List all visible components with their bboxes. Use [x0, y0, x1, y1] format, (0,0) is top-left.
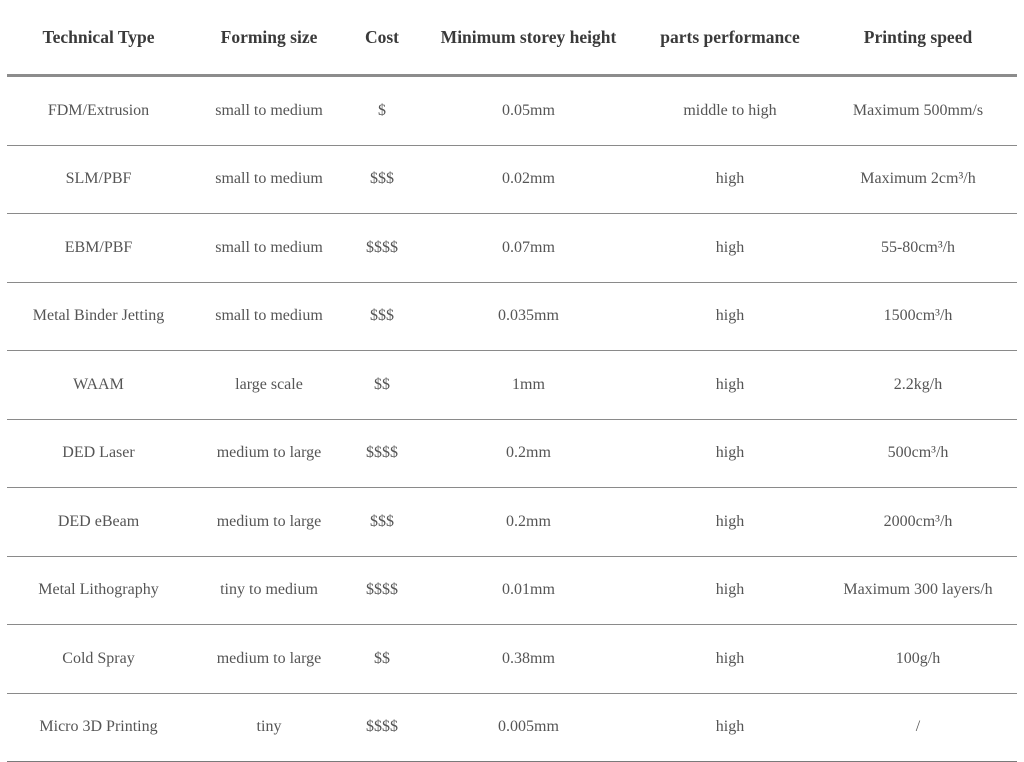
table-row — [7, 556, 1017, 625]
cell-forming-size: medium to large — [190, 419, 348, 488]
cell-printing-speed: 2.2kg/h — [819, 351, 1017, 420]
cell-forming-size: medium to large — [190, 488, 348, 557]
cell-minimum-storey-height: 0.005mm — [416, 693, 641, 762]
cell-cost: $$$$ — [348, 693, 416, 762]
header-forming-size: Forming size — [190, 0, 348, 76]
cell-minimum-storey-height: 0.2mm — [416, 419, 641, 488]
cell-minimum-storey-height: 0.2mm — [416, 488, 641, 557]
cell-forming-size: medium to large — [190, 625, 348, 694]
cell-technical-type: Metal Binder Jetting — [7, 282, 190, 351]
cell-parts-performance: high — [641, 625, 819, 694]
table-row — [7, 214, 1017, 283]
cell-technical-type: Metal Lithography — [7, 556, 190, 625]
cell-minimum-storey-height: 0.07mm — [416, 214, 641, 283]
table-row — [7, 488, 1017, 557]
cell-technical-type: FDM/Extrusion — [7, 76, 190, 146]
cell-cost: $ — [348, 76, 416, 146]
cell-forming-size: small to medium — [190, 76, 348, 146]
cell-technical-type: Cold Spray — [7, 625, 190, 694]
table-row — [7, 76, 1017, 146]
cell-forming-size: small to medium — [190, 214, 348, 283]
cell-forming-size: tiny — [190, 693, 348, 762]
comparison-table-container — [7, 0, 1017, 762]
cell-technical-type: Micro 3D Printing — [7, 693, 190, 762]
cell-cost: $$$$ — [348, 556, 416, 625]
cell-minimum-storey-height: 0.38mm — [416, 625, 641, 694]
table-header-row — [7, 0, 1017, 76]
cell-technical-type: DED eBeam — [7, 488, 190, 557]
table-row — [7, 419, 1017, 488]
cell-printing-speed: 500cm³/h — [819, 419, 1017, 488]
cell-printing-speed: Maximum 500mm/s — [819, 76, 1017, 146]
cell-parts-performance: middle to high — [641, 76, 819, 146]
cell-printing-speed: / — [819, 693, 1017, 762]
cell-parts-performance: high — [641, 145, 819, 214]
cell-technical-type: EBM/PBF — [7, 214, 190, 283]
cell-forming-size: large scale — [190, 351, 348, 420]
cell-printing-speed: Maximum 2cm³/h — [819, 145, 1017, 214]
cell-minimum-storey-height: 0.035mm — [416, 282, 641, 351]
header-parts-performance: parts performance — [641, 0, 819, 76]
table-row — [7, 693, 1017, 762]
cell-minimum-storey-height: 0.02mm — [416, 145, 641, 214]
cell-parts-performance: high — [641, 282, 819, 351]
table-row — [7, 351, 1017, 420]
cell-parts-performance: high — [641, 488, 819, 557]
header-minimum-storey-height: Minimum storey height — [416, 0, 641, 76]
table-row — [7, 625, 1017, 694]
cell-parts-performance: high — [641, 419, 819, 488]
cell-technical-type: WAAM — [7, 351, 190, 420]
cell-forming-size: small to medium — [190, 282, 348, 351]
cell-forming-size: tiny to medium — [190, 556, 348, 625]
cell-cost: $$$$ — [348, 214, 416, 283]
table-row — [7, 282, 1017, 351]
cell-cost: $$$ — [348, 282, 416, 351]
cell-parts-performance: high — [641, 556, 819, 625]
cell-technical-type: SLM/PBF — [7, 145, 190, 214]
table-body — [7, 76, 1017, 762]
cell-parts-performance: high — [641, 214, 819, 283]
cell-printing-speed: 1500cm³/h — [819, 282, 1017, 351]
cell-printing-speed: 100g/h — [819, 625, 1017, 694]
cell-parts-performance: high — [641, 693, 819, 762]
cell-printing-speed: 2000cm³/h — [819, 488, 1017, 557]
cell-printing-speed: 55-80cm³/h — [819, 214, 1017, 283]
cell-minimum-storey-height: 0.01mm — [416, 556, 641, 625]
cell-technical-type: DED Laser — [7, 419, 190, 488]
cell-forming-size: small to medium — [190, 145, 348, 214]
table-row — [7, 145, 1017, 214]
header-printing-speed: Printing speed — [819, 0, 1017, 76]
comparison-table — [7, 0, 1017, 762]
cell-cost: $$ — [348, 625, 416, 694]
header-technical-type: Technical Type — [7, 0, 190, 76]
cell-printing-speed: Maximum 300 layers/h — [819, 556, 1017, 625]
cell-minimum-storey-height: 1mm — [416, 351, 641, 420]
cell-minimum-storey-height: 0.05mm — [416, 76, 641, 146]
cell-cost: $$ — [348, 351, 416, 420]
cell-cost: $$$$ — [348, 419, 416, 488]
cell-cost: $$$ — [348, 145, 416, 214]
header-cost: Cost — [348, 0, 416, 76]
cell-parts-performance: high — [641, 351, 819, 420]
cell-cost: $$$ — [348, 488, 416, 557]
